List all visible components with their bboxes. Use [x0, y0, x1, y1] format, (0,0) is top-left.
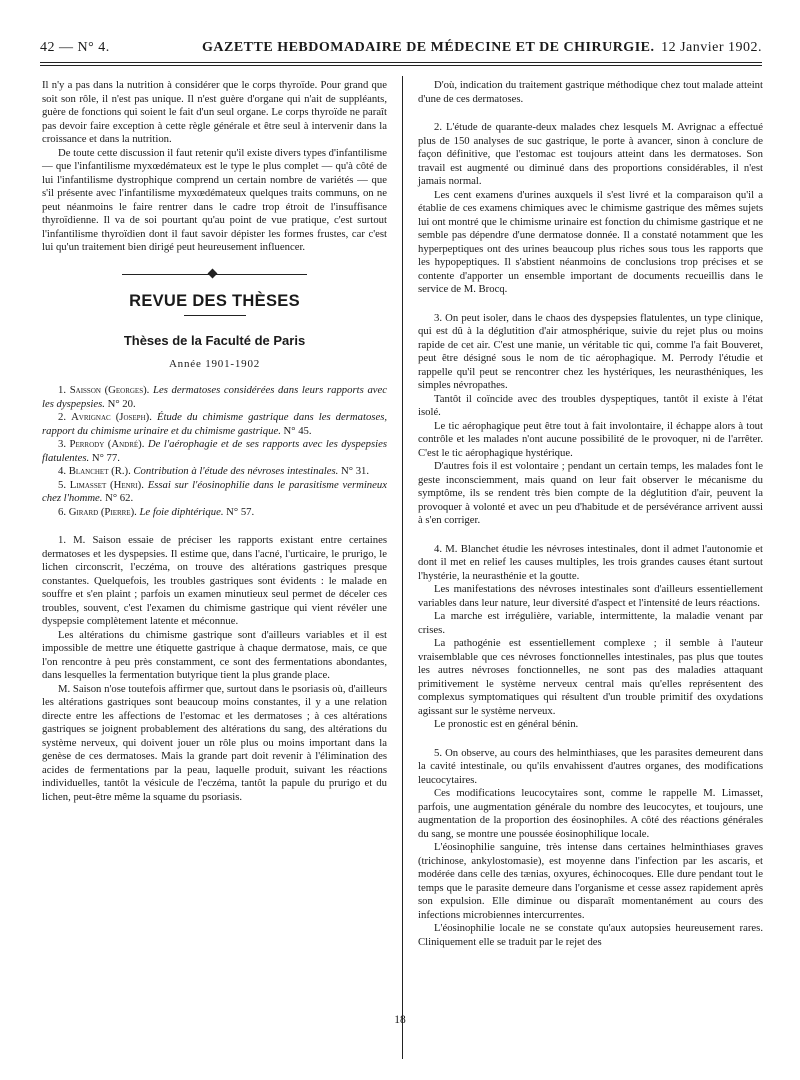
paragraph: Le pronostic est en général bénin. [434, 718, 579, 730]
paragraph: L'éosinophilie sanguine, très intense dans certaines helminthiases graves (trichinose, ankylostomasie), est moyenne dans l'infection par les ascaris, et modérée dans celle des tænias, oxyures, échinocoques. Elle dure pendant tout le temps que le parasite demeure dans l'organisme et cesse assez rapidement après son expulsion. Elle diminue ou disparaît momentanément au cours des infections microbiennes intercurrentes. [418, 841, 763, 921]
thesis-number: N° 77. [91, 451, 120, 464]
thesis-item: 3. Perrody (André). De l'aérophagie et de ses rapports avec les dyspepsies flatulentes. N° 77. [42, 438, 387, 464]
paragraph: Les manifestations des névroses intestinales sont d'ailleurs essentiellement variables dans leur nature, leur diversité d'aspect et l'intensité de leurs réactions. [418, 583, 763, 609]
right-column [418, 79, 763, 949]
thesis-item: 1. Saisson (Georges). Les dermatoses considérées dans leurs rapports avec les dyspepsies. N° 20. [42, 384, 388, 410]
paragraph: La pathogénie est essentiellement complexe ; il semble à l'auteur vraisemblable que ces névroses fonctionnelles intestinales, pas plus que toutes les autres névroses fonctionnelles, ne sont pas des maladies attaquant primitivement le système nerveux central mais qu'elles représentent des complexus symptomatiques qui résultent d'un trouble primitif des oxydations agissant sur le système nerveux. [418, 637, 763, 717]
thesis-author: Perrody (André). [69, 438, 145, 450]
thesis-author: Girard (Pierre). [68, 505, 137, 518]
paragraph: Tantôt il coïncide avec des troubles dyspeptiques, tantôt il existe à l'état isolé. [418, 392, 763, 418]
paragraph: 4. M. Blanchet étudie les névroses intestinales, dont il admet l'autonomie et dont il met en relief les causes multiples, les trois grandes causes étant surtout l'hystérie, la neurasthénie et la goutte. [418, 542, 763, 582]
thesis-author: Avrignac (Joseph). [71, 411, 152, 423]
paragraph: 1. M. Saison essaie de préciser les rapports existant entre certaines dermatoses et les dyspepsies. Il estime que, dans l'acné, l'urticaire, le prurigo, le lichen circonscrit, l'eczéma, on trouve des altérations gastriques presque constantes. Quelquefois, les troubles gastriques sont évidents : le malade en souffre et s'en plaint ; parfois un examen minutieux seul permet de déceler ces troubles, souvent, c'est l'examen du chimisme gastrique qui vient révéler une dyspepsie complètement latente et méconnue. [42, 534, 387, 627]
thesis-number: N° 62. [105, 492, 134, 504]
paragraph: Le tic aérophagique peut être tout à fait involontaire, il échappe alors à tout contrôle et les malades n'ont aucune possibilité de le provoquer, ni de l'arrêter. C'est le tic aérophagique hystérique. [418, 419, 763, 459]
column-divider [402, 76, 403, 1059]
thesis-number: N° 20. [107, 397, 136, 410]
paragraph: 3. On peut isoler, dans le chaos des dyspepsies flatulentes, un type clinique, qui est dû à la déglutition d'air atmosphérique, suivie du rejet plus ou moins rapide de cet air. C'est une manie, un véritable tic qui, comme l'a fait Bouveret, peut être désigné sous le nom de tic aérophagique. M. Perrody l'étudie et rappelle qu'il peut se rencontrer chez les hystériques, les neurasthéniques, les simples névropathes. [418, 311, 763, 391]
paragraph: 2. L'étude de quarante-deux malades chez lesquels M. Avrignac a effectué plus de 150 analyses de suc gastrique, le porte à avancer, sinon à conclure de façon définitive, que l'estomac est toujours atteint dans les dermatoses. Son travail est augmenté ou diminué dans des proportions considérables, il n'est jamais normal. [418, 121, 763, 187]
paragraph: D'où, indication du traitement gastrique méthodique chez tout malade atteint d'une de ces dermatoses. [418, 79, 763, 105]
section-title: REVUE DES THÈSES [129, 291, 300, 310]
paragraph: Les altérations du chimisme gastrique sont d'ailleurs variables et il est impossible de mettre une étiquette gastrique à chaque dermatose, mais, ce que l'on rencontre à peu près constamment, ce sont des fermentations abondantes, dans lesquelles la fermentation butyrique tient la plus grande place. [42, 628, 387, 681]
paragraph: Ces modifications leucocytaires sont, comme le rappelle M. Limasset, parfois, une augmentation générale du nombre des leucocytes, et toujours, une augmentation de la proportion des éosinophiles. A côté des réactions générales du sang, se montre une poussée éosinophilique locale. [418, 787, 763, 840]
thesis-item: 4. Blanchet (R.). Contribution à l'étude des névroses intestinales. N° 31. [58, 465, 370, 477]
academic-year: Année 1901-1902 [168, 357, 261, 370]
header-rule-bottom [40, 65, 762, 66]
header-rule-top [40, 62, 762, 63]
paragraph: 5. On observe, au cours des helminthiases, que les parasites demeurent dans la cavité intestinale, ou qu'ils envahissent d'autres organes, des modifications leucocytaires. [418, 746, 763, 786]
thesis-item: 5. Limasset (Henri). Essai sur l'éosinophilie dans le parasitisme vermineux chez l'homme. N° 62. [42, 478, 387, 504]
paragraph: M. Saison n'ose toutefois affirmer que, surtout dans le psoriasis où, d'ailleurs les altérations gastriques sont beaucoup moins constantes, il y a une relation directe entre les affections de l'estomac et les dermatoses ; à ces altérations gastriques se joignent probablement des altérations du sang, des altérations du système nerveux, qui doivent jouer un rôle plus ou moins important dans la genèse de ces dermatoses. Mais la grande part doit revenir à l'élimination des acides de fermentations par la peau, laquelle produit, suivant les réactions individuelles, tantôt la vésicule de l'eczéma, tantôt la papule du prurigo et du lichen, peut-être même la squame du psoriasis. [42, 682, 387, 803]
thesis-number: N° 45. [283, 424, 312, 437]
thesis-number: N° 31. [341, 465, 370, 477]
page-number: 18 [394, 1014, 406, 1026]
thesis-title: Essai sur l'éosinophilie dans le parasitisme vermineux chez l'homme. [42, 478, 387, 504]
header-page-issue: 42 — N° 4. [40, 40, 110, 55]
thesis-title: Étude du chimisme gastrique dans les dermatoses, rapport du chimisme urinaire et du chimisme gastrique. [42, 411, 388, 437]
paragraph: Il n'y a pas dans la nutrition à considérer que le corps thyroïde. Pour grand que soit son rôle, il n'est pas unique. Il n'est guère d'organe qui n'ait de suppléants, guère de fonctions qui soient le fait d'un seul organe. Le corps thyroïde ne paraît pas devoir faire exception à cette règle générale et être seul à intervenir dans la croissance et dans la nutrition. [42, 79, 387, 145]
diamond-icon [208, 268, 218, 278]
thesis-item: 6. Girard (Pierre). Le foie diphtérique. N° 57. [58, 505, 255, 518]
thesis-title: Contribution à l'étude des névroses intestinales. [133, 465, 339, 477]
paragraph: L'éosinophilie locale ne se constate qu'aux autopsies heureusement rares. Cliniquement elle se traduit par le rejet des [418, 922, 763, 948]
left-column [42, 79, 387, 804]
paragraph: De toute cette discussion il faut retenir qu'il existe divers types d'infantilisme — que l'infantilisme myxœdémateux est le type le plus complet — qu'à côté de lui l'infantilisme dystrophique comprend un certain nombre de variétés — que s'il présente avec l'infantilisme myxœdémateux quelques traits communs, on ne peut néanmoins le faire rentrer dans le cadre trop étroit de l'insuffisance thyroïdienne. Il va de soi pourtant qu'au point de vue pratique, c'est surtout l'infantilisme thyroïdien dont il faut savoir dépister les formes frustes, car c'est lui qu'un traitement bien dirigé peut heureusement influencer. [42, 146, 387, 253]
thesis-author: Saisson (Georges). [69, 384, 150, 396]
thesis-title: Le foie diphtérique. [139, 505, 224, 518]
thesis-author: Limasset (Henri). [69, 478, 144, 491]
paragraph: La marche est irrégulière, variable, intermittente, la maladie venant par crises. [418, 610, 763, 636]
header-date: 12 Janvier 1902. [661, 40, 762, 55]
thesis-title: De l'aérophagie et de ses rapports avec les dyspepsies flatulentes. [42, 438, 387, 464]
header-journal-title: GAZETTE HEBDOMADAIRE DE MÉDECINE ET DE CHIRURGIE. [202, 40, 655, 55]
theses-list [42, 384, 387, 519]
thesis-author: Blanchet (R.). [68, 465, 131, 477]
section-title-rule [184, 315, 246, 316]
section-ornament [122, 269, 307, 279]
paragraph: Les cent examens d'urines auxquels il s'est livré et la comparaison qu'il a établie de ces examens chimiques avec le chimisme gastrique des mêmes sujets lui ont montré que le chimisme urinaire est fonction du chimisme gastrique et ne semble pas dépendre d'une dermatose donnée. Il a constaté notamment que les hyperpeptiques ont des urines beaucoup plus riches sous tous les rapports que les hypopeptiques. Il s'abstient néanmoins de conclusions trop précises et se contente d'apporter un ensemble important de documents recueillis dans le service de M. Brocq. [418, 188, 763, 295]
running-header [40, 40, 762, 60]
thesis-title: Les dermatoses considérées dans leurs rapports avec les dyspepsies. [42, 384, 388, 410]
thesis-number: N° 57. [226, 505, 255, 518]
paragraph: D'autres fois il est volontaire ; pendant un certain temps, les malades font le geste inconsciemment, mais quand on leur fait observer le mécanisme du symptôme, ils se rendent très bien compte de la déglutition d'air, peuvent la provoquer à volonté et avec un peu d'habitude et de persévérance arrivent aussi à s'en corriger. [418, 460, 763, 526]
thesis-item: 2. Avrignac (Joseph). Étude du chimisme gastrique dans les dermatoses, rapport du chimisme urinaire et du chimisme gastrique. N° 45. [42, 411, 388, 437]
subsection-title: Thèses de la Faculté de Paris [123, 333, 306, 348]
